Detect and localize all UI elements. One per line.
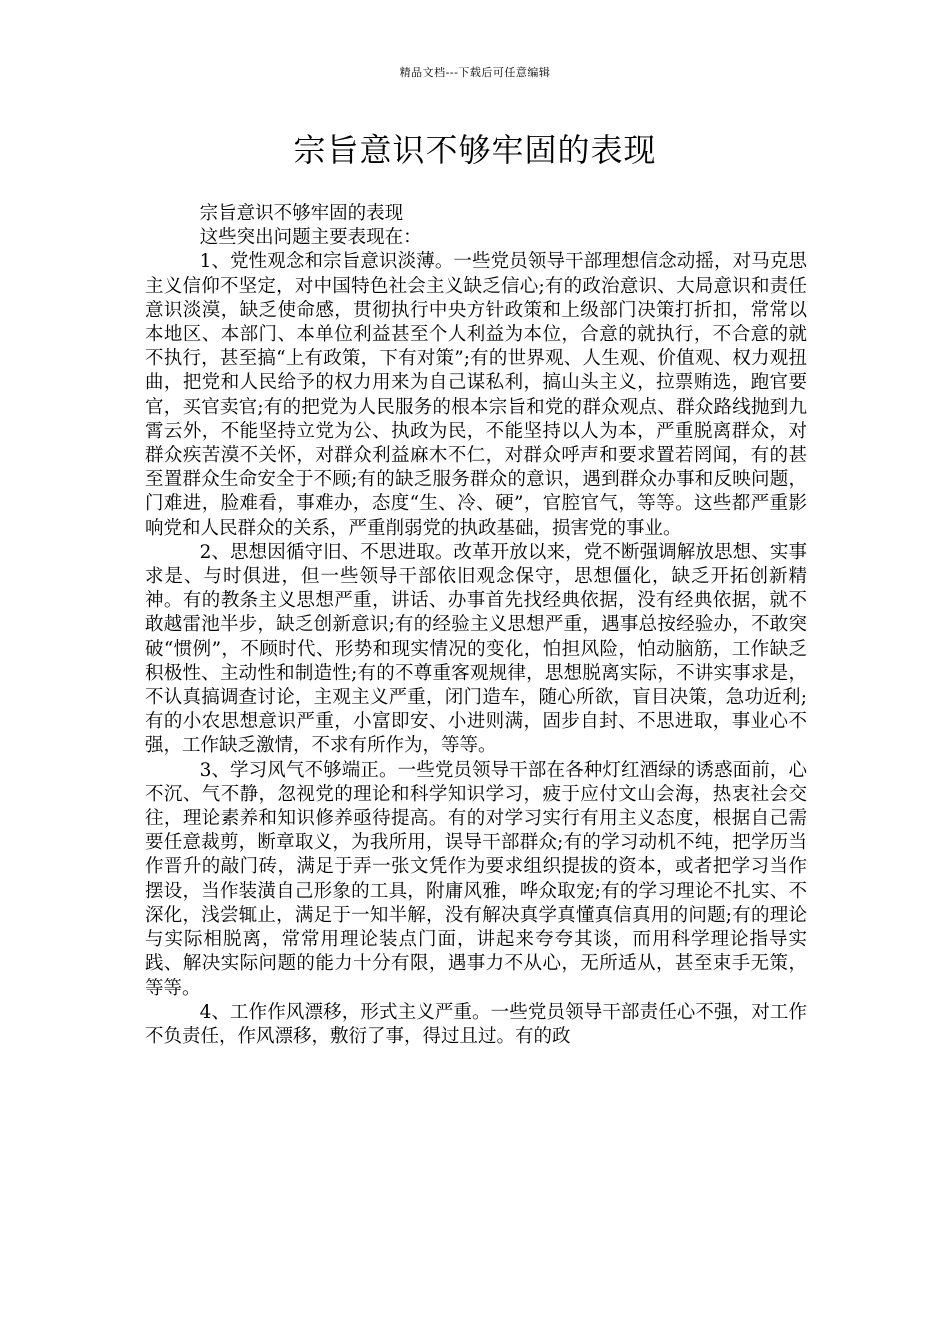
document-title: 宗旨意识不够牢固的表现 — [293, 131, 657, 169]
paragraph-point-2: 2、思想因循守旧、不思进取。改革开放以来，党不断强调解放思想、实事求是、与时俱进，但一些领导干部依旧观念保守，思想僵化，缺乏开拓创新精神。有的教条主义思想严重，讲话、办事首先找经典依据，没有经典依据，就不敢越雷池半步，缺乏创新意识;有的经验主义思想严重，遇事总按经验办，不敢突破“惯例”，不顾时代、形势和现实情况的变化，怕担风险，怕动脑筋，工作缺乏积极性、主动性和制造性;有的不尊重客观规律，思想脱离实际，不讲实事求是，不认真搞调查讨论，主观主义严重，闭门造车，随心所欲，盲目决策，急功近利;有的小农思想意识严重，小富即安、小进则满，固步自封、不思进取，事业心不强，工作缺乏激情，不求有所作为，等等。 — [145, 541, 807, 757]
document-body — [145, 202, 807, 1049]
paragraph-point-1: 1、党性观念和宗旨意识淡薄。一些党员领导干部理想信念动摇，对马克思主义信仰不坚定，对中国特色社会主义缺乏信心;有的政治意识、大局意识和责任意识淡漠，缺乏使命感，贯彻执行中央方针政策和上级部门决策打折扣，常常以本地区、本部门、本单位利益甚至个人利益为本位，合意的就执行，不合意的就不执行，甚至搞“上有政策，下有对策”;有的世界观、人生观、价值观、权力观扭曲，把党和人民给予的权力用来为自己谋私利，搞山头主义，拉票贿选，跑官要官，买官卖官;有的把党为人民服务的根本宗旨和党的群众观点、群众路线抛到九霄云外，不能坚持立党为公、执政为民，不能坚持以人为本，严重脱离群众，对群众疾苦漠不关怀，对群众利益麻木不仁，对群众呼声和要求置若罔闻，有的甚至置群众生命安全于不顾;有的缺乏服务群众的意识，遇到群众办事和反映问题，门难进，脸难看，事难办，态度“生、冷、硬”，官腔官气，等等。这些都严重影响党和人民群众的关系，严重削弱党的执政基础，损害党的事业。 — [145, 251, 807, 539]
header-note: 精品文档---下载后可任意编辑 — [399, 66, 551, 79]
paragraph-intro: 这些突出问题主要表现在： — [199, 227, 422, 249]
paragraph-point-4: 4、工作作风漂移，形式主义严重。一些党员领导干部责任心不强，对工作不负责任，作风漂移，敷衍了事，得过且过。有的政 — [145, 1001, 807, 1047]
paragraph-point-3: 3、学习风气不够端正。一些党员领导干部在各种灯红酒绿的诱惑面前，心不沉、气不静，忽视党的理论和科学知识学习，疲于应付文山会海，热衷社会交往，理论素养和知识修养亟待提高。有的对学习实行有用主义态度，根据自己需要任意裁剪，断章取义，为我所用，误导干部群众;有的学习动机不纯，把学历当作晋升的敲门砖，满足于弄一张文凭作为要求组织提拔的资本，或者把学习当作摆设，当作装潢自己形象的工具，附庸风雅，哗众取宠;有的学习理论不扎实、不深化，浅尝辄止，满足于一知半解，没有解决真学真懂真信真用的问题;有的理论与实际相脱离，常常用理论装点门面，讲起来夸夸其谈，而用科学理论指导实践、解决实际问题的能力十分有限，遇事力不从心，无所适从，甚至束手无策，等等。 — [145, 759, 807, 999]
paragraph-subtitle: 宗旨意识不够牢固的表现 — [199, 203, 404, 224]
